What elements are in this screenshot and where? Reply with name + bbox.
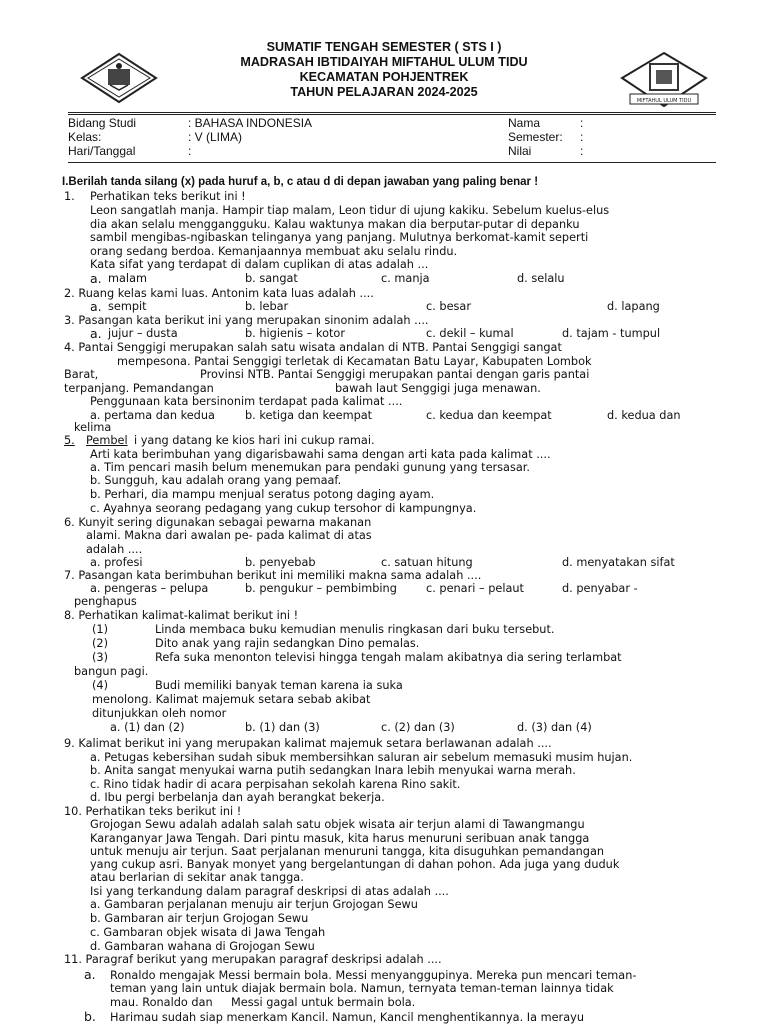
q8-question: 8. Perhatikan kalimat-kalimat berikut ini ! — [64, 609, 299, 622]
value-hari: : — [188, 144, 192, 158]
q10-passage: untuk menuju air terjun. Saat perjalanan menuruni tangga, kita disuguhkan pemandangan — [90, 845, 605, 858]
q4-passage: mempesona. Pantai Senggigi terletak di Kecamatan Batu Layar, Kabupaten Lombok — [117, 355, 592, 368]
q11-option-a: Messi gagal untuk bermain bola. — [231, 996, 416, 1009]
q7-option-d-cont: penghapus — [74, 595, 137, 608]
q8-item: Budi memiliki banyak teman karena ia suka — [155, 679, 403, 692]
q7-option-a: a. pengeras – pelupa — [90, 582, 209, 595]
q8-option-a: a. (1) dan (2) — [110, 721, 185, 734]
q5-question: Arti kata berimbuhan yang digarisbawahi sama dengan arti kata pada kalimat .... — [90, 448, 551, 461]
q5-underlined-word: Pembel — [86, 434, 128, 447]
q9-question: 9. Kalimat berikut ini yang merupakan kalimat majemuk setara berlawanan adalah .... — [64, 737, 552, 750]
q2-option-a: sempit — [108, 300, 147, 313]
q8-item-number: (2) — [92, 637, 109, 650]
q5-option-c: b. Perhari, dia mampu menjual seratus potong daging ayam. — [90, 488, 435, 501]
q10-question-ask: Isi yang terkandung dalam paragraf deskripsi di atas adalah .... — [90, 885, 449, 898]
q7-option-d: d. penyabar - — [562, 582, 638, 595]
q6-option-d: d. menyatakan sifat — [562, 556, 675, 569]
label-nama: Nama — [508, 116, 541, 130]
label-kelas: Kelas: — [68, 130, 102, 144]
q9-option-d: d. Ibu pergi berbelanja dan ayah berangkat bekerja. — [90, 791, 385, 804]
q4-option-d: d. kedua dan — [607, 409, 681, 422]
header-district: KECAMATAN POHJENTREK — [299, 70, 469, 84]
q7-question: 7. Pasangan kata berimbuhan berikut ini memiliki makna sama adalah .... — [64, 569, 482, 582]
q10-question: 10. Perhatikan teks berikut ini ! — [64, 805, 242, 818]
q10-passage: atau berlarian di sekitar anak tangga. — [90, 871, 304, 884]
q1-passage: Leon sangatlah manja. Hampir tiap malam, Leon tidur di ujung kakiku. Sebelum kuelus-elus — [90, 204, 610, 217]
q5-option-a: a. Tim pencari masih belum menemukan para pendaki gunung yang tersasar. — [90, 461, 530, 474]
q6-question: 6. Kunyit sering digunakan sebagai pewarna makanan — [64, 516, 372, 529]
q11-option-a: teman yang lain untuk diajak bermain bola. Namun, ternyata teman-teman lainnya tidak — [110, 982, 614, 995]
q4-passage: bawah laut Senggigi juga menawan. — [335, 382, 541, 395]
q11-option-a: Ronaldo mengajak Messi bermain bola. Messi menyanggupinya. Mereka pun mencari teman- — [110, 969, 637, 982]
header-year: TAHUN PELAJARAN 2024-2025 — [290, 85, 478, 99]
q1-option-a-letter: a. — [90, 271, 102, 286]
q4-passage: terpanjang. Pemandangan — [64, 382, 214, 395]
label-nilai: Nilai — [508, 144, 532, 158]
q8-item-number: (3) — [92, 651, 109, 664]
q10-option-a: a. Gambaran perjalanan menuju air terjun Grojogan Sewu — [90, 898, 418, 911]
q6-option-a: a. profesi — [90, 556, 143, 569]
q10-option-c: c. Gambaran objek wisata di Jawa Tengah — [90, 926, 326, 939]
q8-item: Refa suka menonton televisi hingga tengah malam akibatnya dia sering terlambat — [155, 651, 622, 664]
q11-option-b: Harimau sudah siap menerkam Kancil. Namun, Kancil menghentikannya. Ia merayu — [110, 1011, 584, 1024]
logo-caption: MIFTAHUL ULUM TIDU — [636, 98, 692, 104]
q8-item: Dito anak yang rajin sedangkan Dino pemalas. — [155, 637, 420, 650]
q9-option-a: a. Petugas kebersihan sudah sibuk membersihkan saluran air sebelum memasuki musim hujan. — [90, 751, 633, 764]
q5-number: 5. — [64, 434, 75, 447]
q4-passage: 4. Pantai Senggigi merupakan salah satu wisata andalan di NTB. Pantai Senggigi sangat — [64, 341, 562, 354]
q11-option-a-letter: a. — [84, 967, 96, 982]
q8-option-d: d. (3) dan (4) — [517, 721, 592, 734]
value-nama: : — [580, 116, 584, 130]
q2-question: 2. Ruang kelas kami luas. Antonim kata luas adalah .... — [64, 287, 374, 300]
q8-option-b: b. (1) dan (3) — [245, 721, 320, 734]
q9-option-c: c. Rino tidak hadir di acara perpisahan sekolah karena Rino sakit. — [90, 778, 461, 791]
q4-passage: Barat, — [64, 368, 99, 381]
value-nilai: : — [580, 144, 584, 158]
q7-option-b: b. pengukur – pembimbing — [245, 582, 397, 595]
q3-option-d: d. tajam - tumpul — [562, 327, 661, 340]
q6-option-b: b. penyebab — [245, 556, 316, 569]
q1-option-b: b. sangat — [245, 272, 298, 285]
q2-option-a-letter: a. — [90, 299, 102, 314]
q6-question: alami. Makna dari awalan pe- pada kalimat di atas — [86, 529, 372, 542]
q10-option-b: b. Gambaran air terjun Grojogan Sewu — [90, 912, 309, 925]
q10-passage: Grojogan Sewu adalah adalah salah satu objek wisata air terjun alami di Tawangmangu — [90, 818, 585, 831]
q6-option-c: c. satuan hitung — [381, 556, 473, 569]
q3-option-a-letter: a. — [90, 326, 102, 341]
label-bidang: Bidang Studi — [68, 116, 137, 130]
q9-option-b: b. Anita sangat menyukai warna putih sedangkan Inara lebih menyukai warna merah. — [90, 764, 576, 777]
divider — [68, 162, 716, 163]
q3-option-c: c. dekil – kumal — [426, 327, 514, 340]
q2-option-c: c. besar — [426, 300, 471, 313]
q8-item: menolong. Kalimat majemuk setara sebab akibat — [92, 693, 371, 706]
q1-number: 1. — [64, 190, 75, 203]
q3-question: 3. Pasangan kata berikut ini yang merupakan sinonim adalah .... — [64, 314, 429, 327]
q1-passage: sambil mengibas-ngibaskan telinganya yang panjang. Mulutnya berkomat-kamit seperti — [90, 231, 589, 244]
q3-option-b: b. higienis – kotor — [245, 327, 345, 340]
q11-option-b-letter: b. — [84, 1009, 96, 1024]
value-kelas: : V (LIMA) — [188, 130, 243, 144]
document-header — [0, 40, 768, 100]
q6-question: adalah .... — [86, 543, 143, 556]
header-title: SUMATIF TENGAH SEMESTER ( STS I ) — [266, 40, 502, 54]
q10-option-d: d. Gambaran wahana di Grojogan Sewu — [90, 940, 315, 953]
q1-option-d: d. selalu — [517, 272, 565, 285]
label-hari: Hari/Tanggal — [68, 144, 136, 158]
q4-option-b: b. ketiga dan keempat — [245, 409, 373, 422]
q3-option-a: jujur – dusta — [108, 327, 178, 340]
q1-option-a: malam — [108, 272, 147, 285]
q1-option-c: c. manja — [381, 272, 430, 285]
q8-item: ditunjukkan oleh nomor — [92, 707, 227, 720]
q4-option-c: c. kedua dan keempat — [426, 409, 552, 422]
q1-question: Kata sifat yang terdapat di dalam cuplikan di atas adalah ... — [90, 258, 429, 271]
value-semester: : — [580, 130, 584, 144]
q1-passage: orang sedang berdoa. Kemanjaannya membuat aku selalu rindu. — [90, 245, 458, 258]
q11-option-a: mau. Ronaldo dan — [110, 996, 213, 1009]
value-bidang: : BAHASA INDONESIA — [188, 116, 313, 130]
q10-passage: yang cukup asri. Banyak monyet yang bergelantungan di dahan pohon. Ada juga yang duduk — [90, 858, 620, 871]
q2-option-d: d. lapang — [607, 300, 660, 313]
q10-passage: Karanganyar Jawa Tengah. Dari pintu masuk, kita harus menuruni seribuan anak tangga — [90, 832, 590, 845]
q8-item: Linda membaca buku kemudian menulis ringkasan dari buku tersebut. — [155, 623, 555, 636]
q4-question: Penggunaan kata bersinonim terdapat pada kalimat .... — [90, 395, 403, 408]
q2-option-b: b. lebar — [245, 300, 289, 313]
divider — [68, 114, 716, 115]
q5-sentence: i yang datang ke kios hari ini cukup ramai. — [134, 434, 375, 447]
q1-passage: dia akan selalu menggangguku. Kalau waktunya makan dia berputar-putar di depanku — [90, 218, 580, 231]
q4-option-d-cont: kelima — [74, 421, 112, 434]
section-instructions: I.Berilah tanda silang (x) pada huruf a, b, c atau d di depan jawaban yang paling benar ! — [62, 176, 539, 188]
q5-option-d: c. Ayahnya seorang pedagang yang cukup tersohor di kampungnya. — [90, 502, 477, 515]
label-semester: Semester: — [508, 130, 563, 144]
q7-option-c: c. penari – pelaut — [426, 582, 524, 595]
q8-item: bangun pagi. — [74, 665, 149, 678]
q11-question: 11. Paragraf berikut yang merupakan paragraf deskripsi adalah .... — [64, 953, 442, 966]
q5-option-b: b. Sungguh, kau adalah orang yang pemaaf. — [90, 474, 342, 487]
q1-stem: Perhatikan teks berikut ini ! — [90, 190, 246, 203]
divider — [68, 112, 716, 113]
q8-item-number: (1) — [92, 623, 109, 636]
q4-passage: Provinsi NTB. Pantai Senggigi merupakan pantai dengan garis pantai — [200, 368, 590, 381]
q4-option-a: a. pertama dan kedua — [90, 409, 215, 422]
header-school: MADRASAH IBTIDAIYAH MIFTAHUL ULUM TIDU — [240, 55, 528, 69]
q8-option-c: c. (2) dan (3) — [381, 721, 455, 734]
q8-item-number: (4) — [92, 679, 109, 692]
